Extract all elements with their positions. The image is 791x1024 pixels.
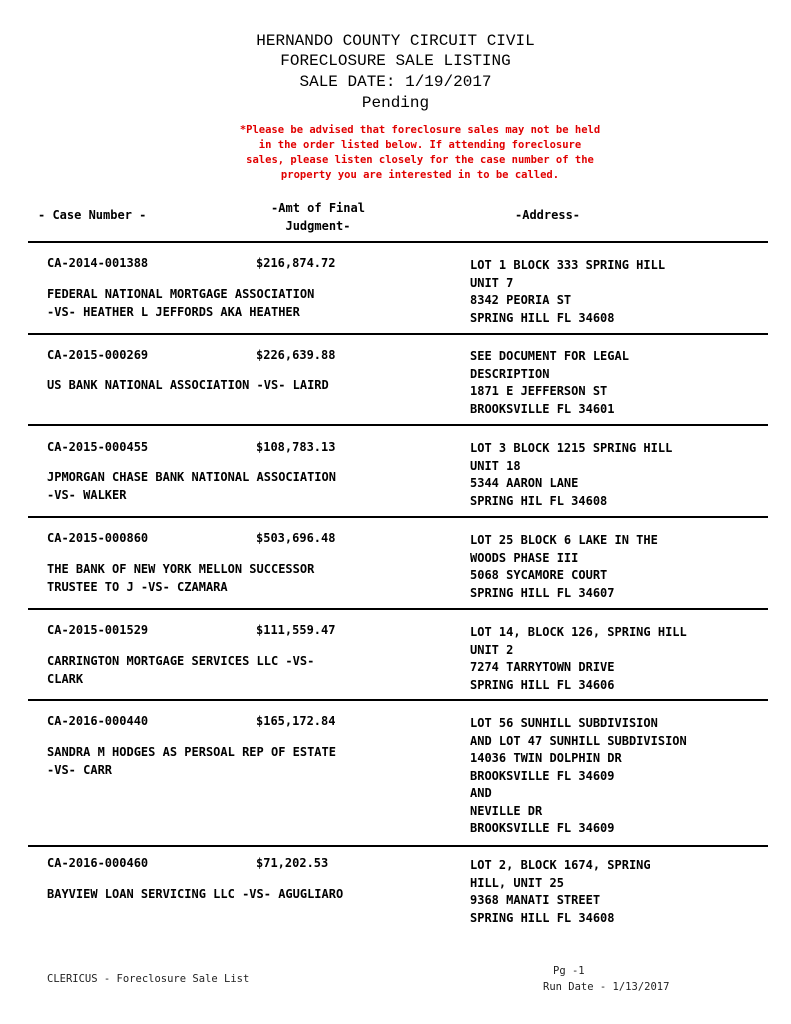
property-address bbox=[470, 857, 651, 927]
status-label: Pending bbox=[361, 94, 430, 112]
address-line: LOT 1 BLOCK 333 SPRING HILL bbox=[470, 258, 666, 272]
judgment-amount: $71,202.53 bbox=[256, 856, 329, 870]
address-line: 8342 PEORIA ST bbox=[470, 293, 572, 307]
case-parties bbox=[47, 886, 343, 904]
parties-line: JPMORGAN CHASE BANK NATIONAL ASSOCIATION bbox=[47, 470, 336, 484]
address-line: SPRING HILL FL 34608 bbox=[470, 910, 615, 925]
property-address bbox=[470, 624, 687, 694]
case-parties bbox=[47, 469, 336, 504]
judgment-amount: $226,639.88 bbox=[256, 348, 336, 362]
case-number: CA-2016-000460 bbox=[47, 856, 149, 870]
address-line: 7274 TARRYTOWN DRIVE bbox=[470, 660, 615, 674]
case-number: CA-2015-000455 bbox=[47, 440, 149, 454]
address-line: BROOKSVILLE FL 34609 bbox=[470, 768, 615, 783]
column-header-amount: -Amt of Final bbox=[271, 201, 365, 215]
notice-line: in the order listed below. If attending foreclosure bbox=[258, 139, 582, 151]
property-address bbox=[470, 715, 687, 838]
page-number: Pg -1 bbox=[553, 965, 585, 977]
judgment-amount: $503,696.48 bbox=[256, 531, 336, 545]
parties-line: TRUSTEE TO J -VS- CZAMARA bbox=[47, 579, 228, 594]
address-line: 9368 MANATI STREET bbox=[470, 893, 601, 907]
case-number: CA-2016-000440 bbox=[47, 714, 149, 728]
case-number: CA-2014-001388 bbox=[47, 256, 149, 270]
address-line: SPRING HILL FL 34608 bbox=[470, 310, 615, 325]
address-line: HILL, UNIT 25 bbox=[470, 875, 564, 890]
divider bbox=[28, 516, 768, 518]
address-line: NEVILLE DR bbox=[470, 803, 543, 818]
parties-line: -VS- WALKER bbox=[47, 487, 127, 502]
divider bbox=[28, 241, 768, 243]
footer-report-name: CLERICUS - Foreclosure Sale List bbox=[47, 973, 250, 985]
column-header-case-number: - Case Number - bbox=[38, 208, 147, 222]
column-header-amount: Judgment- bbox=[285, 219, 351, 233]
address-line: 5068 SYCAMORE COURT bbox=[470, 568, 608, 582]
case-number: CA-2015-001529 bbox=[47, 623, 149, 637]
property-address bbox=[470, 532, 658, 602]
judgment-amount: $111,559.47 bbox=[256, 623, 336, 637]
case-number: CA-2015-000860 bbox=[47, 531, 149, 545]
address-line: BROOKSVILLE FL 34609 bbox=[470, 821, 615, 835]
address-line: 14036 TWIN DOLPHIN DR bbox=[470, 751, 622, 765]
address-line: 1871 E JEFFERSON ST bbox=[470, 384, 608, 398]
address-line: UNIT 7 bbox=[470, 275, 514, 290]
address-line: UNIT 2 bbox=[470, 642, 514, 657]
judgment-amount: $108,783.13 bbox=[256, 440, 336, 454]
address-line: LOT 2, BLOCK 1674, SPRING bbox=[470, 858, 651, 872]
judgment-amount: $216,874.72 bbox=[256, 256, 336, 270]
case-number: CA-2015-000269 bbox=[47, 348, 149, 362]
report-title: HERNANDO COUNTY CIRCUIT CIVIL bbox=[256, 32, 535, 50]
address-line: SPRING HILL FL 34607 bbox=[470, 585, 615, 600]
parties-line: FEDERAL NATIONAL MORTGAGE ASSOCIATION bbox=[47, 287, 315, 301]
divider bbox=[28, 424, 768, 426]
address-line: LOT 3 BLOCK 1215 SPRING HILL bbox=[470, 441, 673, 455]
column-header-address: -Address- bbox=[515, 208, 581, 222]
property-address bbox=[470, 257, 665, 327]
address-line: WOODS PHASE III bbox=[470, 550, 579, 565]
parties-line: CLARK bbox=[47, 671, 84, 686]
address-line: AND bbox=[470, 786, 492, 800]
address-line: LOT 25 BLOCK 6 LAKE IN THE bbox=[470, 533, 658, 547]
property-address bbox=[470, 440, 672, 510]
notice-line: *Please be advised that foreclosure sales may not be held bbox=[239, 124, 601, 136]
address-line: SPRING HIL FL 34608 bbox=[470, 493, 608, 508]
notice-line: property you are interested in to be called. bbox=[280, 169, 560, 181]
judgment-amount: $165,172.84 bbox=[256, 714, 336, 728]
run-date: Run Date - 1/13/2017 bbox=[543, 981, 670, 993]
case-parties bbox=[47, 653, 314, 688]
parties-line: -VS- CARR bbox=[47, 762, 113, 777]
divider bbox=[28, 333, 768, 335]
case-parties bbox=[47, 561, 314, 596]
address-line: LOT 56 SUNHILL SUBDIVISION bbox=[470, 716, 658, 730]
case-parties bbox=[47, 377, 329, 395]
address-line: AND LOT 47 SUNHILL SUBDIVISION bbox=[470, 733, 687, 748]
parties-line: SANDRA M HODGES AS PERSOAL REP OF ESTATE bbox=[47, 745, 336, 759]
case-parties bbox=[47, 744, 336, 779]
parties-line: THE BANK OF NEW YORK MELLON SUCCESSOR bbox=[47, 562, 315, 576]
parties-line: US BANK NATIONAL ASSOCIATION -VS- LAIRD bbox=[47, 378, 329, 392]
divider bbox=[28, 608, 768, 610]
property-address bbox=[470, 348, 629, 418]
address-line: SPRING HILL FL 34606 bbox=[470, 677, 615, 692]
divider bbox=[28, 845, 768, 847]
report-subtitle: FORECLOSURE SALE LISTING bbox=[280, 52, 511, 70]
address-line: SEE DOCUMENT FOR LEGAL bbox=[470, 349, 629, 363]
case-parties bbox=[47, 286, 314, 321]
sale-date: SALE DATE: 1/19/2017 bbox=[299, 73, 492, 91]
notice-line: sales, please listen closely for the case number of the bbox=[246, 154, 594, 166]
parties-line: CARRINGTON MORTGAGE SERVICES LLC -VS- bbox=[47, 654, 315, 668]
address-line: BROOKSVILLE FL 34601 bbox=[470, 401, 615, 416]
address-line: 5344 AARON LANE bbox=[470, 476, 579, 490]
parties-line: BAYVIEW LOAN SERVICING LLC -VS- AGUGLIARO bbox=[47, 887, 344, 901]
address-line: LOT 14, BLOCK 126, SPRING HILL bbox=[470, 625, 687, 639]
address-line: UNIT 18 bbox=[470, 458, 521, 473]
address-line: DESCRIPTION bbox=[470, 366, 550, 381]
divider bbox=[28, 699, 768, 701]
parties-line: -VS- HEATHER L JEFFORDS AKA HEATHER bbox=[47, 304, 300, 319]
